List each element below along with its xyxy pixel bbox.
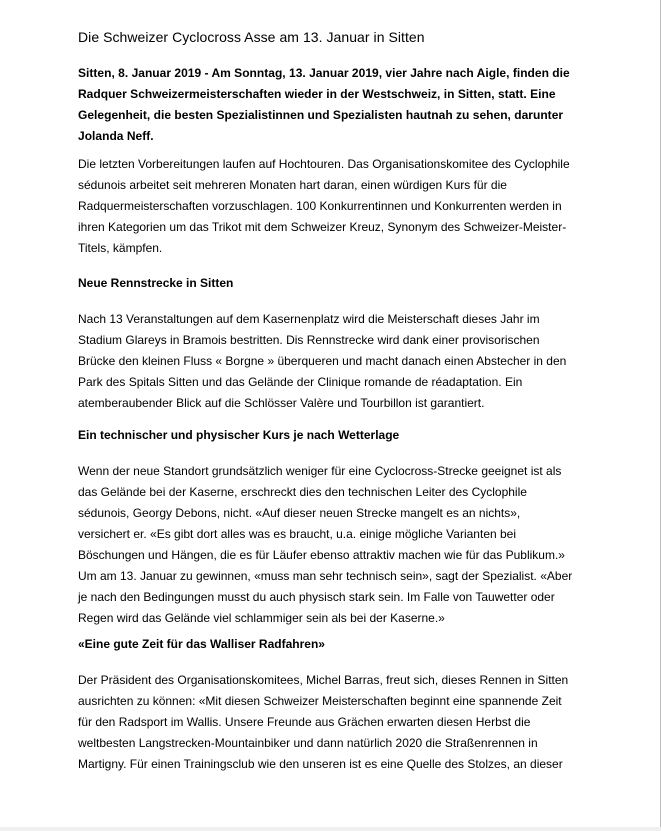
paragraph-line: Brücke den kleinen Fluss « Borgne » überqueren und macht danach einen Abstecher in den bbox=[78, 354, 567, 368]
paragraph-line: Regen wird das Gelände viel schlammiger sein als bei der Kaserne.» bbox=[78, 611, 445, 625]
paragraph-line: Der Präsident des Organisationskomitees, Michel Barras, freut sich, dieses Rennen in Sitten bbox=[78, 673, 569, 687]
lead-line: Sitten, 8. Januar 2019 - Am Sonntag, 13. Januar 2019, vier Jahre nach Aigle, finden die bbox=[78, 66, 570, 80]
paragraph-president-quote bbox=[78, 670, 618, 775]
paragraph-line: sédunois, Georgy Debons, nicht. «Auf dieser neuen Strecke mangelt es an nichts», bbox=[78, 506, 521, 520]
section-heading-good-time: «Eine gute Zeit für das Walliser Radfahren» bbox=[78, 637, 325, 651]
paragraph-line: weltbesten Langstrecken-Mountainbiker und dann natürlich 2020 die Straßenrennen in bbox=[78, 736, 538, 750]
document-title: Die Schweizer Cyclocross Asse am 13. Januar in Sitten bbox=[78, 29, 425, 45]
paragraph-line: je nach den Bedingungen musst du auch physisch stark sein. Im Falle von Tauwetter oder bbox=[78, 590, 555, 604]
paragraph-line: ausrichten zu können: «Mit diesen Schweizer Meisterschaften beginnt eine spannende Zeit bbox=[78, 694, 562, 708]
paragraph-line: Die letzten Vorbereitungen laufen auf Hochtouren. Das Organisationskomitee des Cyclophile bbox=[78, 157, 570, 171]
paragraph-line: für den Radsport im Wallis. Unsere Freunde aus Grächen erwarten diesen Herbst die bbox=[78, 715, 531, 729]
paragraph-line: Martigny. Für einen Trainingsclub wie den unseren ist es eine Quelle des Stolzes, an dieser bbox=[78, 757, 563, 771]
lead-line: Jolanda Neff. bbox=[78, 129, 154, 143]
section-heading-new-track: Neue Rennstrecke in Sitten bbox=[78, 276, 234, 290]
paragraph-line: Um am 13. Januar zu gewinnen, «muss man sehr technisch sein», sagt der Spezialist. «Aber bbox=[78, 569, 573, 583]
paragraph-technical-course bbox=[78, 461, 618, 629]
lead-paragraph bbox=[78, 63, 618, 147]
section-heading-technical-course: Ein technischer und physischer Kurs je nach Wetterlage bbox=[78, 428, 400, 442]
paragraph-preparations bbox=[78, 154, 618, 259]
paragraph-line: Park des Spitals Sitten und das Gelände der Clinique romande de réadaptation. Ein bbox=[78, 375, 523, 389]
lead-line: Radquer Schweizermeisterschaften wieder in der Westschweiz, in Sitten, statt. Eine bbox=[78, 87, 556, 101]
paragraph-line: Nach 13 Veranstaltungen auf dem Kasernenplatz wird die Meisterschaft dieses Jahr im bbox=[78, 312, 540, 326]
paragraph-line: ihren Kategorien um das Trikot mit dem Schweizer Kreuz, Synonym des Schweizer-Meister- bbox=[78, 220, 567, 234]
paragraph-line: Radquermeisterschaften vorzuschlagen. 100 Konkurrentinnen und Konkurrenten werden in bbox=[78, 199, 562, 213]
paragraph-line: atemberaubender Blick auf die Schlösser Valère und Tourbillon ist garantiert. bbox=[78, 396, 485, 410]
paragraph-line: Wenn der neue Standort grundsätzlich weniger für eine Cyclocross-Strecke geeignet ist als bbox=[78, 464, 562, 478]
lead-line: Gelegenheit, die besten Spezialistinnen und Spezialisten hautnah zu sehen, darunter bbox=[78, 108, 564, 122]
paragraph-line: sédunois arbeitet seit mehreren Monaten hart daran, einen würdigen Kurs für die bbox=[78, 178, 507, 192]
paragraph-line: versichert er. «Es gibt dort alles was es braucht, u.a. einige mögliche Varianten bei bbox=[78, 527, 517, 541]
paragraph-new-track bbox=[78, 309, 618, 414]
paragraph-line: Stadium Glareys in Bramois bestritten. Dis Rennstrecke wird dank einer provisorischen bbox=[78, 333, 540, 347]
paragraph-line: das Gelände bei der Kaserne, erschreckt dies den technischen Leiter des Cyclophile bbox=[78, 485, 527, 499]
page-bottom-edge bbox=[0, 827, 661, 831]
paragraph-line: Titels, kämpfen. bbox=[78, 241, 163, 255]
paragraph-line: Böschungen und Hängen, die es für Läufer ebenso attraktiv machen wie für das Publikum.» bbox=[78, 548, 565, 562]
